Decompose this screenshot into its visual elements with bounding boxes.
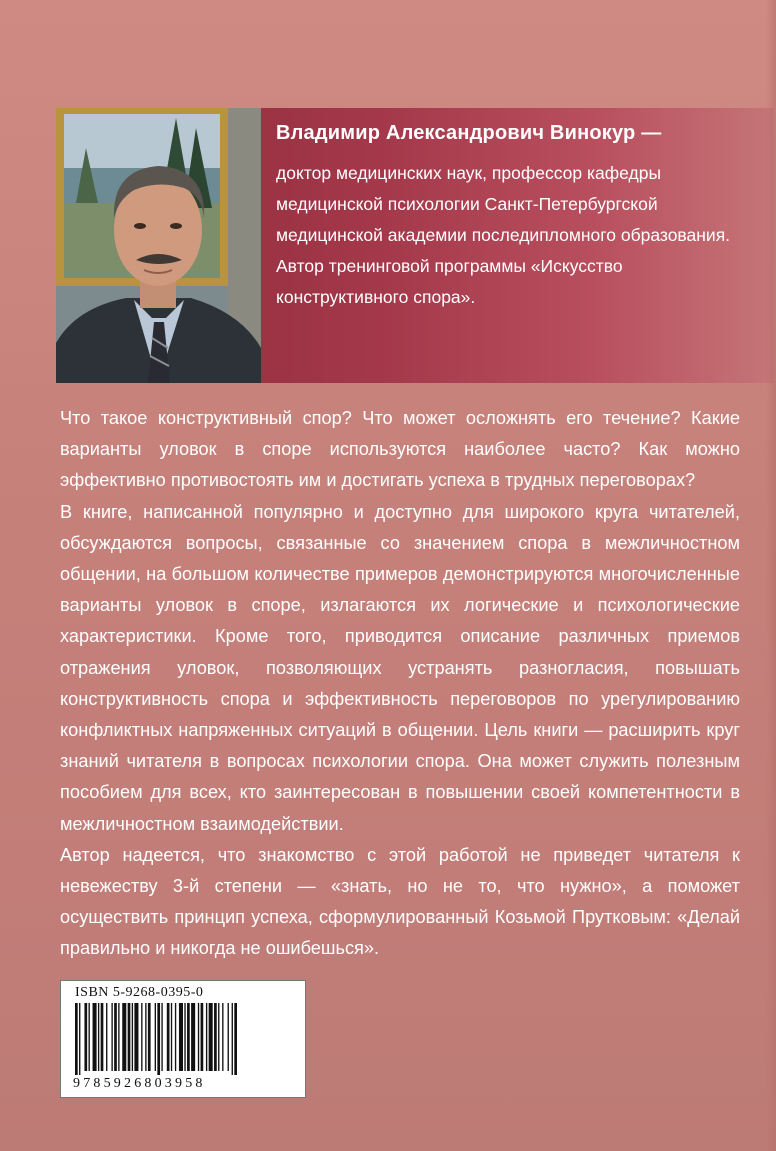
- barcode-bar: [79, 1003, 80, 1075]
- barcode-bar: [157, 1003, 160, 1075]
- author-bio-line: медицинской академии последипломного образования.: [276, 225, 731, 245]
- description-paragraph: В книге, написанной популярно и доступно для широкого круга читателей, обсуждаются вопросы, связанные со значением спора в межличностном общении, на большом количестве примеров демонстрируются многочисленные варианты уловок в споре, излагаются их логические и психологические характеристики. Кроме того, приводится описание различных приемов отражения уловок, позволяющих устранять разногласия, повышать конструктивность спора и эффективность переговоров по урегулированию конфликтных напряженных ситуаций в общении. Цель книги — расширить круг знаний читателя в вопросах психологии спора. Она может служить полезным пособием для всех, кто заинтересован в повышении своей компетентности в межличностном взаимодействии.: [60, 501, 740, 834]
- author-bio-line: доктор медицинских наук, профессор кафедры: [276, 163, 662, 183]
- barcode-bar: [98, 1003, 99, 1071]
- barcode-bar: [84, 1003, 87, 1071]
- barcode-bar: [232, 1003, 233, 1075]
- barcode-bar: [128, 1003, 131, 1071]
- barcode-bar: [111, 1003, 112, 1071]
- barcode-bar: [184, 1003, 185, 1071]
- description-paragraph: Автор надеется, что знакомство с этой работой не приведет читателя к невежеству 3-й степени — «знать, но не то, что нужно», а поможет осуществить принцип успеха, сформулированный Козьмой Прутковым: «Делай правильно и никогда не ошибешься».: [60, 844, 740, 959]
- barcode-bar: [191, 1003, 195, 1071]
- book-description: [60, 403, 740, 965]
- barcode-bar: [161, 1003, 162, 1071]
- barcode-bar: [179, 1003, 183, 1071]
- barcode-bar: [214, 1003, 217, 1071]
- barcode-bar: [167, 1003, 170, 1071]
- barcode-bar: [118, 1003, 119, 1071]
- barcode-bar: [222, 1003, 223, 1071]
- barcode-bar: [175, 1003, 176, 1071]
- author-bio-line: конструктивного спора».: [276, 287, 476, 307]
- barcode-bar: [228, 1003, 229, 1071]
- barcode-bar: [141, 1003, 142, 1071]
- barcode-bar: [145, 1003, 146, 1071]
- barcode-bar: [187, 1003, 190, 1071]
- barcode-bar: [234, 1003, 237, 1075]
- author-bio-line: медицинской психологии Санкт-Петербургской: [276, 194, 658, 214]
- barcode-bar: [171, 1003, 172, 1071]
- author-bio-line: Автор тренинговой программы «Искусство: [276, 256, 623, 276]
- barcode-bar: [75, 1003, 78, 1075]
- barcode-bar: [122, 1003, 126, 1071]
- barcode-bar: [218, 1003, 219, 1071]
- description-paragraph: Что такое конструктивный спор? Что может осложнять его течение? Какие варианты уловок в споре используются наиболее часто? Как можно эффективно противостоять им и достигать успеха в трудных переговорах?: [60, 408, 740, 491]
- isbn-label: ISBN 5-9268-0395-0: [75, 985, 204, 1000]
- author-name: Владимир Александрович Винокур —: [276, 122, 662, 144]
- barcode-bar: [198, 1003, 199, 1071]
- author-photo: [56, 108, 261, 383]
- barcode-bar: [89, 1003, 90, 1071]
- barcode-bar: [114, 1003, 117, 1071]
- barcode-bars: [73, 1003, 293, 1075]
- barcode-bar: [206, 1003, 207, 1071]
- barcode-bar: [148, 1003, 151, 1071]
- barcode-bar: [209, 1003, 213, 1071]
- barcode-bar: [101, 1003, 104, 1071]
- barcode-bar: [106, 1003, 107, 1071]
- author-portrait-image: [56, 108, 261, 383]
- barcode-bar: [134, 1003, 138, 1071]
- spine-shade: [766, 0, 776, 1151]
- barcode-box: [60, 980, 306, 1098]
- barcode-bar: [201, 1003, 204, 1071]
- author-bio: [276, 158, 746, 313]
- barcode-bar: [155, 1003, 156, 1071]
- ean-number: 9785926803958: [73, 1076, 206, 1091]
- barcode-bar: [93, 1003, 97, 1071]
- barcode-bar: [132, 1003, 133, 1071]
